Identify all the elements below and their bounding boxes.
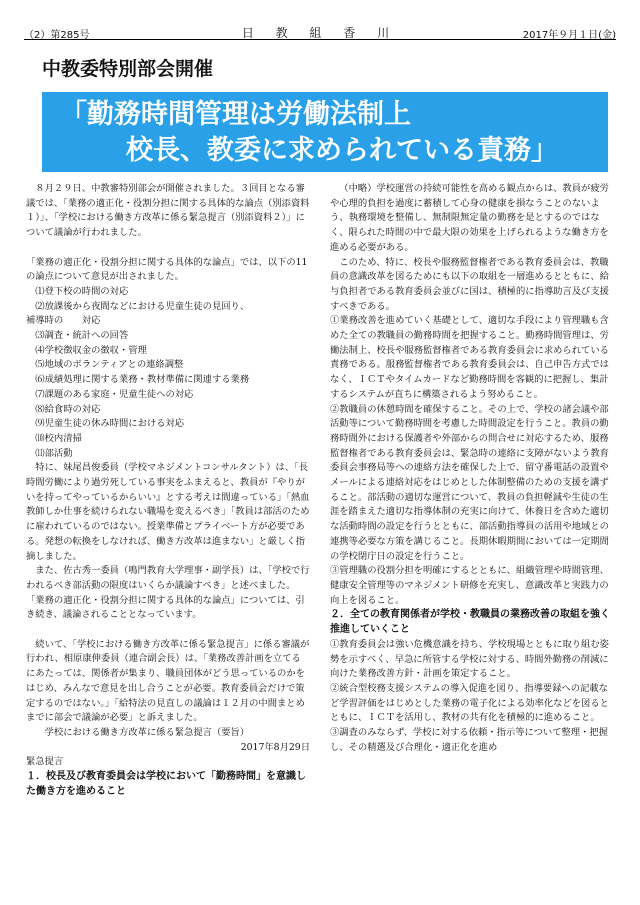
proposal-item-3: ③管理職の役割分担を明確にするとともに、組織管理や時間管理、健康安全管理等のマネジメント研修を充実し、意識改革と実践力の向上を図ること。 [330,565,609,606]
proposal-item-1: ①業務改善を進めていく基礎として、適切な手段により管理職も含めた全ての教職員の勤務時間を把握すること。勤務時間管理は、労働法制上、校長や服務監督権者である教育委員会に求められている責務である。服務監督権者である教育委員会は、自己申告方式ではなく、ＩＣＴやタイムカードなど勤務時間を客観的に把握し、集計するシステムが直ちに構築されるよう努めること。 [330,315,609,400]
right-paragraph-1: （中略）学校運営の持続可能性を高める観点からは、教員が疲労や心理的負担を過度に蓄積して心身の健康を損なうことのないよう、執務環境を整備し、無制限無定量の勤務を是とするのではなく、限られた時間の中で最大限の効果を上げられるような働き方を進める必要がある。 [330,183,609,253]
issues-intro-paragraph: 「業務の適正化・役割分担に関する具体的な論点」では、以下の11の論点について意見が出されました。 [26,256,308,283]
publisher-name: 日 教 組 香 川 [241,26,399,40]
article-kicker: 中教委特別部会開催 [42,58,214,80]
issue-item: ⑽校内清掃 [35,432,82,444]
proposal-summary-title: 学校における働き方改革に係る緊急提言（要旨） [44,726,250,738]
proposal-item-6: ③調査のみならず、学校に対する依頼・指示等について整理・把握し、その精選及び合理化・適正化を進め [330,727,608,753]
proposal-item-5: ②統合型校務支援システムの導入促進を図り、指導要録への記載など学習評価をはじめとした業務の電子化による効率化などを図るとともに、ＩＣＴを活用し、教材の共有化を積極的に進めること。 [330,682,609,724]
headline-line-2: 校長、教委に求められている責務」 [126,135,558,166]
issue-item: ⑷学校徴収金の徴収・管理 [35,344,147,356]
intro-paragraph: ８月２９日、中教審特別部会が開催されました。３回目となる審議では、「業務の適正化・役割分担に関する具体的な論点（別添資料１）」、「学校における働き方改革に係る緊急提言（別添資料２）」について議論が行われました。 [26,183,310,239]
headline-line-1: 「勤務時間管理は労働法制上 [60,99,411,130]
left-column [26,182,310,800]
proposal-date: 2017年8月29日 [240,741,310,753]
issue-number: （2）第285号 [24,30,90,41]
senoo-paragraph: 特に、妹尾昌俊委員（学校マネジメントコンサルタント）は、「長時間労働により過労死している事実をふまえると、教員が『やりがいを持ってやっているからいい』とする考えは間違っている」「熱血教師しか仕事を続けられない職場を変えるべき」「教員は部活のために雇われているのではない。授業準備とプライベート方が必要である。発想の転換をしなければ、働き方改革は進まない」と厳しく指摘しました。 [26,462,310,562]
issue-item: ⑾部活動 [35,447,73,459]
issue-item: ⑸地域のボランティアとの連絡調整 [35,359,184,371]
right-column [330,182,616,755]
proposal-label: 緊急提言 [26,756,64,768]
proposal-heading-1: １．校長及び教育委員会は学校において「勤務時間」を意識した働き方を進めること [26,771,306,797]
proposal-heading-2: ２．全ての教育関係者が学校・教職員の業務改善の取組を強く推進していくこと [330,609,610,636]
issue-item: ⑼児童生徒の休み時間における対応 [35,418,185,430]
issue-date: 2017年９月１日(金) [522,30,616,41]
issue-item: 補導時の 対応 [26,315,101,327]
issue-item: ⑶調査・統計への回答 [35,330,129,342]
issue-item: ⑵放課後から夜間などにおける児童生徒の見回り、 [35,300,250,312]
issue-item: ⑺課題のある家庭・児童生徒への対応 [35,388,194,400]
aihara-paragraph: 続いて、「学校における働き方改革に係る緊急提言」に係る審議が行われ、相原康伸委員（連合副会長）は、「業務改善計画を立てるにあたっては、関係者が集まり、職員団体がどう思っているのかをはじめ、みんなで意見を出し合うことが必要。教育委員会だけで策定するのではない。」「給特法の見直しの議論は１２月の中間まとめまでに部会で議論が必要」と訴えました。 [26,638,310,724]
proposal-item-2: ②教職員の休憩時間を確保すること。その上で、学校の諸会議や部活動等について勤務時間を考慮した時間設定を行うこと。教員の勤務時間外における保護者や外部からの問合せに対応するため、服務監督権者である教育委員会は、緊急時の連絡に支障がないよう教育委員会事務局等への連絡方法を確保した上で、留守番電話の設置やメールによる連絡対応をはじめとした体制整備のための支援を講ずること。部活動の適切な運営について、教員の負担軽減や生徒の生涯を踏まえた適切な指導体制の充実に向けて、休養日を含めた適切な活動時間の設定を行うとともに、部活動指導員の活用や地域との連携等必要な方策を講じること。長期休暇期間においては一定期間の学校閉庁日の設定を行うこと。 [330,403,609,562]
continuation-paragraph: 「業務の適正化・役割分担に関する具体的な論点」については、引き続き、議論されることとなっています。 [26,594,305,621]
page-header [24,24,616,40]
issue-item: ⑹成績処理に関する業務・教材準備に関連する業務 [35,374,250,386]
issue-item: ⑴登下校の時間の対応 [35,285,129,297]
proposal-item-4: ①教育委員会は強い危機意識を持ち、学校現場とともに取り組む姿勢を示すべく、早急に所管する学校に対する、時間外勤務の削減に向けた業務改善方針・計画を策定すること。 [330,638,609,680]
sako-paragraph: また、佐古秀一委員（鳴門教育大学理事・副学長）は、「学校で行われるべき部活動の限度はいくらか議論すべき」と述べました。 [26,565,310,591]
headline-banner [42,92,608,172]
issue-item: ⑻給食時の対応 [35,403,101,415]
right-paragraph-2: このため、特に、校長や服務監督権者である教育委員会は、教職員の意識改革を図るためにも以下の取組を一層進めるとともに、給与負担者である教育委員会並びに国は、積極的に指導助言及び支援すべきである。 [330,256,609,312]
